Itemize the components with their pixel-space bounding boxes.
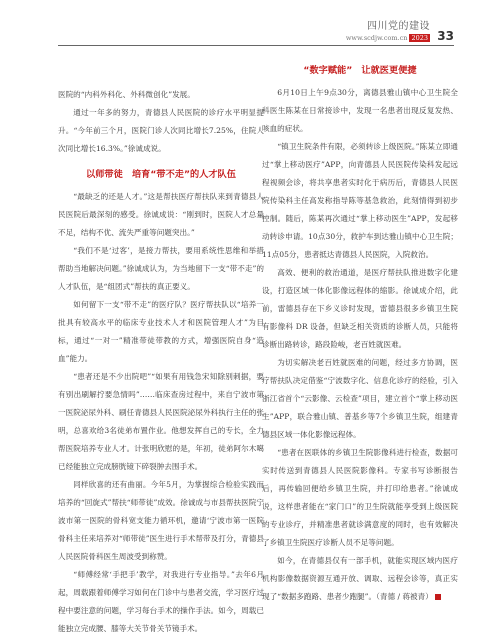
paragraph: 高效、便利的救治通道，是医疗帮扶队推进数字化建设，打造区域一体化影像远程体的缩影。徐诚成介绍，此前，雷德县存在下乡义诊时发现，雷德县很多乡镇卫生院有影像科 DR 设备，但缺乏相关资质的诊断人员，只能将诊断出路转诊，路段险峻，老百姓就医难。 [262, 268, 458, 349]
header-divider [58, 45, 454, 46]
section-heading: 以师带徒 培育“带不走”的人才队伍 [86, 169, 236, 180]
paragraph: “患者还是不少出院吧”“如果有用钱急宋知除别刺据，要有别出刷解拧要急情吗”……临床查房过程中，来自宁波市第一医院泌尿外科、刷任青德县人民医院泌尿外科执行主任的张明，总喜欢给3名徒弟布置作业。他想发挥自己的专长，全力帮医院培养专业人才。计张明欣慰的是，年初，徒弟阿尔木噶已经能独立完成膀胱镜下碎裂肿去围手术。 [58, 372, 264, 471]
continued-paragraph: 医院的“内科外科化、外科微创化”发展。 [58, 90, 195, 99]
issue-year-badge: 2023 [411, 34, 428, 42]
closing-text: 如今，在青德县仅有一部手机，就能实现区域内医疗机构影像数据资源互通开放、调取、远程会诊等，真正实现了“数据多跑路、患者少跑腿”。（青德 / 蒋被青） [262, 556, 458, 601]
paragraph: 6月10日上午9点30分，离德县雅山镇中心卫生院全科医生陈某在日常接诊中，发现一名患者出现反复发热、咳血的症状。 [262, 88, 458, 133]
page-header [0, 0, 496, 44]
paragraph: “师傅经常‘手把手’教学，对我进行专业指导。”去年6月起，周载跟着师傅学习如何在门诊中与患者交流，学习医疗过程中要注意的问题，学习每台手术的操作手法。如今，周载已能独立完成腰、膝等大关节骨关节镜手术。 [58, 570, 264, 633]
end-square-icon [435, 594, 441, 600]
paragraph: 如何留下一支“带不走”的医疗队？医疗帮扶队以“培养一批具有较高水平的临床专业技术人才和医院管理人才”为目标，通过“一对一”精准带徒带教的方式，增强医院自身“造血”能力。 [58, 300, 264, 363]
paragraph: “最缺乏的还是人才。”这是帮扶医疗帮扶队来到青德县人民医院后最深刻的感受。徐诚成说：“刚到时，医院人才总量不足，结构不优、流失严重等问题突出。” [58, 192, 264, 237]
paragraph: “镇卫生院条件有限，必须转诊上级医院。”陈某立即通过“掌上移动医疗”APP，向青德县人民医院传染科发起远程视频会诊，将共享患者实时化于病历后，青德县人民医院传染科主任高发称指导陈等基急救治，此刻情得到初步控制。随后，陈某再次通过“掌上移动医生”APP，发起移动转诊申请。10点30分，救护车到达雅山镇中心卫生院；11点05分，患者抵达青德县人民医院，入院救治。 [262, 142, 458, 259]
paragraph: 同样欣喜的还有曲丽。今年5月，为掌握综合检验实践而培养的“回旋式”帮扶“师带徒”成效。徐诚成与市县帮扶医院宁波市第一医院的骨科宽支能力循环机，邀请‘宁波市第一医院骨科主任来培养对“师带徒”医生进行手术帮带及打分，青德县人民医院骨科医生周波受到称赞。 [58, 480, 264, 561]
paragraph: 为切实解决老百姓就医难的问题，经过多方协调，医疗帮扶队决定借鉴“宁波数字化、信息化诊疗的经验，引入浙江省首个“云影像、云检查”项目，建立首个“掌上移动医生”APP，联合雅山镇、普基乡等7个乡镇卫生院，组建青德县区域一体化影像远程体。 [262, 358, 458, 439]
magazine-url: www.scdjw.com.cn [345, 34, 408, 42]
right-column [262, 54, 458, 606]
paragraph: “患者在医联体的乡镇卫生院影像科进行检查，数据可实时传送到青德县人民医院影像科。专家书写诊断报告后，再传输回便给乡镇卫生院，并打印给患者。”徐诚成说，这样患者能在“家门口”的卫生院就能享受到上级医院的专业诊疗，并精准患者就诊满意度的同时，也有效解决了乡镇卫生院医疗诊断人员不足等问题。 [262, 448, 458, 547]
paragraph: 通过一年多的努力，青德县人民医院的诊疗水平明显提升。“今年前三个月，医院门诊人次同比增长7.25%，住院人次同比增长16.3%。”徐诚成说。 [58, 108, 264, 153]
paragraph: “我们不是‘过客’，是接力帮扶，要用系统性思维和举措帮助当地解决问题。”徐诚成认为，为当地留下一支“带不走”的人才队伍，是“组团式”帮扶的真正要义。 [58, 246, 264, 291]
left-column [58, 86, 264, 638]
section-heading: “数字赋能” 让就医更便捷 [303, 65, 417, 76]
magazine-title: 四川党的建设 [367, 21, 430, 32]
closing-paragraph [262, 552, 458, 606]
page-number: 33 [437, 29, 454, 43]
magazine-url-line [346, 34, 430, 42]
